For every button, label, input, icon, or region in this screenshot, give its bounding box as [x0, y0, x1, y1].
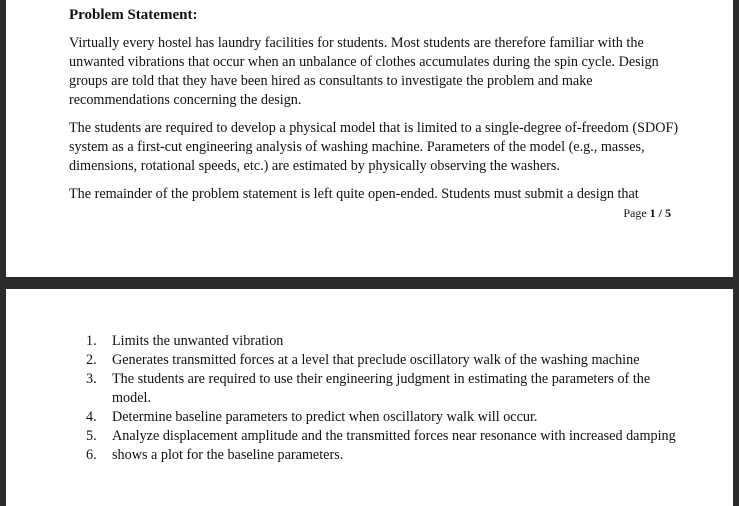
list-item [86, 332, 686, 351]
list-item-text: shows a plot for the baseline parameters. [112, 447, 344, 463]
paragraph-model: The students are required to develop a physical model that is limited to a single-degree of-freedom (SDOF) system as a first-cut engineering analysis of washing machine. Parameters of the model (e.g., masses, dimensions, rotational speeds, etc.) are estimated by physically observing the washers. [69, 120, 679, 174]
list-item [86, 446, 686, 465]
list-item [86, 370, 686, 408]
list-item [86, 408, 686, 427]
list-item-number: 5. [86, 428, 97, 444]
page-separator: / [655, 206, 665, 220]
list-item-text: The students are required to use their engineering judgment in estimating the parameters of the model. [112, 371, 651, 406]
list-item-text: Generates transmitted forces at a level that preclude oscillatory walk of the washing machine [112, 352, 640, 368]
paragraph-remainder: The remainder of the problem statement is left quite open-ended. Students must submit a design that [69, 186, 639, 202]
list-item-number: 2. [86, 352, 97, 368]
requirements-list [86, 332, 686, 465]
page-total: 5 [665, 206, 671, 220]
list-item [86, 427, 686, 446]
list-item-text: Limits the unwanted vibration [112, 333, 284, 349]
list-item-text: Determine baseline parameters to predict when oscillatory walk will occur. [112, 409, 538, 425]
list-item-number: 4. [86, 409, 97, 425]
document-page-2 [6, 289, 733, 506]
document-page-1 [6, 0, 733, 277]
list-item-number: 6. [86, 447, 97, 463]
page-current: 1 [649, 206, 656, 220]
page-indicator-prefix: Page [623, 206, 650, 220]
list-item [86, 351, 686, 370]
paragraph-intro: Virtually every hostel has laundry facilities for students. Most students are therefore familiar with the unwanted vibrations that occur when an unbalance of clothes accumulates during the spin cycle. Design groups are told that they have been hired as consultants to investigate the problem and make recommendations concerning the design. [69, 35, 659, 108]
page-indicator [623, 206, 671, 221]
list-item-number: 3. [86, 371, 97, 387]
section-heading: Problem Statement: [69, 7, 198, 23]
list-item-number: 1. [86, 333, 97, 349]
list-item-text: Analyze displacement amplitude and the transmitted forces near resonance with increased damping [112, 428, 676, 444]
